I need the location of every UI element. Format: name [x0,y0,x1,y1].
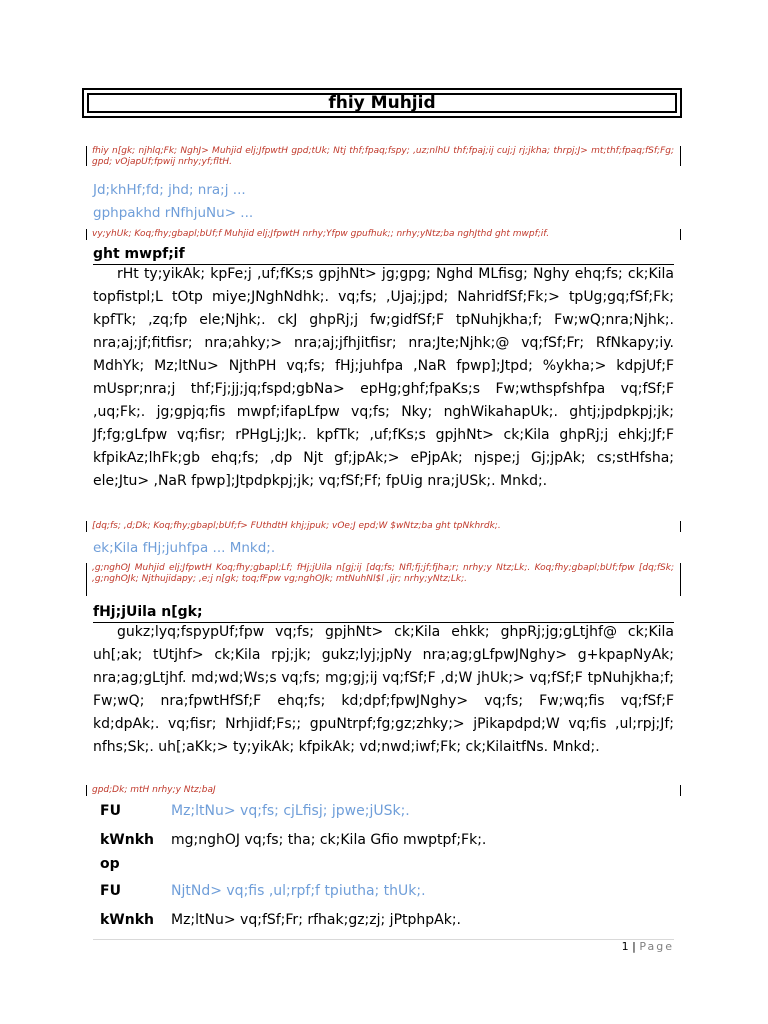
page-footer [622,940,674,953]
response-text[interactable]: NjtNd> vq;fis ,ul;rpf;f tpiutha; thUk;. [171,883,426,899]
note-bar-left [86,521,87,532]
response-text: mg;nghOJ vq;fs; tha; ck;Kila Gfio mwptpf;Fk;. [171,832,487,848]
response-label: op [100,856,120,872]
note-bar-right [680,563,681,596]
response-label: kWnkh [100,912,154,928]
instruction-note: [dq;fs; ,d;Dk; Koq;fhy;gbapl;bUf;f> FUthdtH khj;jpuk; vOe;J epd;W $wNtz;ba ght tpNkhrdk;. [92,521,501,531]
response-label: FU [100,883,121,899]
instruction-note: fhiy n[gk; njhlq;Fk; NghJ> Muhjid elj;JfpwtH gpd;tUk; Ntj thf;fpaq;fspy; ,uz;nlhU thf;fpaj;ij cuj;j rj;jkha; thrpj;J> mt;thf;fpaq;fSf;Fg; gpd; vOjapUf;fpwij nrhy;yf;fltH. [92,146,674,167]
instruction-note: vy;yhUk; Koq;fhy;gbapl;bUf;f Muhjid elj;JfpwtH nrhy;Yfpw gpufhuk;; nrhy;yNtz;ba nghJthd ght mwpf;if. [92,229,550,239]
note-bar-left [86,785,87,796]
page-word: Page [639,940,674,953]
section-heading-confession: ght mwpf;if [93,246,674,265]
footer-divider [93,939,674,940]
note-bar-right [680,785,681,796]
section-heading-lords-prayer: fHj;jUila n[gk; [93,604,674,623]
note-bar-left [86,563,87,596]
instruction-note: gpd;Dk; mtH nrhy;y Ntz;baJ [92,785,216,795]
page-title: fhiy Muhjid [87,93,677,113]
note-bar-left [86,146,87,166]
note-bar-right [680,521,681,532]
footer-separator: | [632,940,636,953]
note-bar-right [680,229,681,240]
title-box [82,88,682,118]
collapsed-link-2[interactable]: gphpakhd rNfhjuNu> ... [93,205,254,221]
note-bar-right [680,146,681,166]
page-number: 1 [621,940,629,953]
instruction-note: ,g;nghOJ Muhjid elj;JfpwtH Koq;fhy;gbapl;Lf; fHj;jUila n[gj;ij [dq;fs; Nfl;fj;jf;fjha;r; nrhy;y Ntz;Lk;. Koq;fhy;gbapl;bUf;fpw [dq;fSk; ,g;nghOJk; Njthujidapy; ,e;j n[gk; toq;fFpw vg;nghOJk; mtNuhNl$l ,ijr; nrhy;yNtz;Lk;. [92,563,674,584]
response-label: FU [100,803,121,819]
collapsed-link-1[interactable]: Jd;khHf;fd; jhd; nra;j ... [93,182,246,198]
response-label: kWnkh [100,832,154,848]
collapsed-link-3[interactable]: ek;Kila fHj;juhfpa ... Mnkd;. [93,540,276,556]
response-text[interactable]: Mz;ltNu> vq;fs; cjLfisj; jpwe;jUSk;. [171,803,410,819]
lords-prayer-paragraph: gukz;lyq;fspypUf;fpw vq;fs; gpjhNt> ck;Kila ehkk; ghpRj;jg;gLtjhf@ ck;Kila uh[;ak; tUtjhf> ck;Kila rpj;jk; gukz;lyj;jpNy nra;ag;gLfpwJNghy> g+kpapNyAk; nra;ag;gLtjhf. md;wd;Ws;s vq;fs; mg;gj;ij vq;fSf;F ,d;W jhUk;> vq;fSf;F tpNuhjkha;f; Fw;wQ; nra;fpwtHfSf;F ehq;fs; kd;dpf;fpwJNghy> vq;fs; Fw;wq;fis vq;fSf;F kd;dpAk;. vq;fisr; Nrhjidf;Fs;; gpuNtrpf;fg;gz;zhky;> jPikapdpd;W vq;fis ,ul;rpj;Jf; nfhs;Sk;. uh[;aKk;> ty;yikAk; kfpikAk; vd;nwd;iwf;Fk; ck;KilaitfNs. Mnkd;. [93,624,674,755]
confession-paragraph: rHt ty;yikAk; kpFe;j ,uf;fKs;s gpjhNt> jg;gpg; Nghd MLfisg; Nghy ehq;fs; ck;Kila topfistpl;L tOtp miye;JNghNdhk;. vq;fs; ,Ujaj;jpd; NahridfSf;Fk;> tpUg;gq;fSf;Fk; kpfTk; ,zq;fp ele;Njhk;. ckJ ghpRj;j fw;gidfSf;F tpNuhjkha;f; Fw;wQ;nra;Njhk;. nra;aj;jf;fitfisr; nra;ahky;> nra;aj;jfhjitfisr; nra;Jte;Njhk;@ vq;fSf;Fr; RfNkapy;iy. MdhYk; Mz;ltNu> NjthPH vq;fs; fHj;juhfpa ,NaR fpwp];Jtpd; %ykha;> kdpjUf;F mUspr;nra;j thf;Fj;jj;jq;fspd;gbNa> epHg;ghf;fpaKs;s Fw;wthspfshfpa vq;fSf;F ,uq;Fk;. jg;gpjq;fis mwpf;ifapLfpw vq;fs; Nky; nghWikahapUk;. ghtj;jpdpkpj;jk; Jf;fg;gLfpw vq;fisr; rPHgLj;Jk;. kpfTk; ,uf;fKs;s gpjhNt> ck;Kila ghpRj;j ehkj;Jf;F kfpikAz;lhFk;gb ehq;fs; ,dp Njt gf;jpAk;> ePjpAk; njspe;j Gj;jpAk; cs;stHfsha; ele;Jtu> ,NaR fpwp];Jtpdpkpj;jk; vq;fSf;Ff; fpUig nra;jUSk;. Mnkd;. [93,266,674,489]
note-bar-left [86,229,87,240]
response-text: Mz;ltNu> vq;fSf;Fr; rfhak;gz;zj; jPtphpAk;. [171,912,461,928]
